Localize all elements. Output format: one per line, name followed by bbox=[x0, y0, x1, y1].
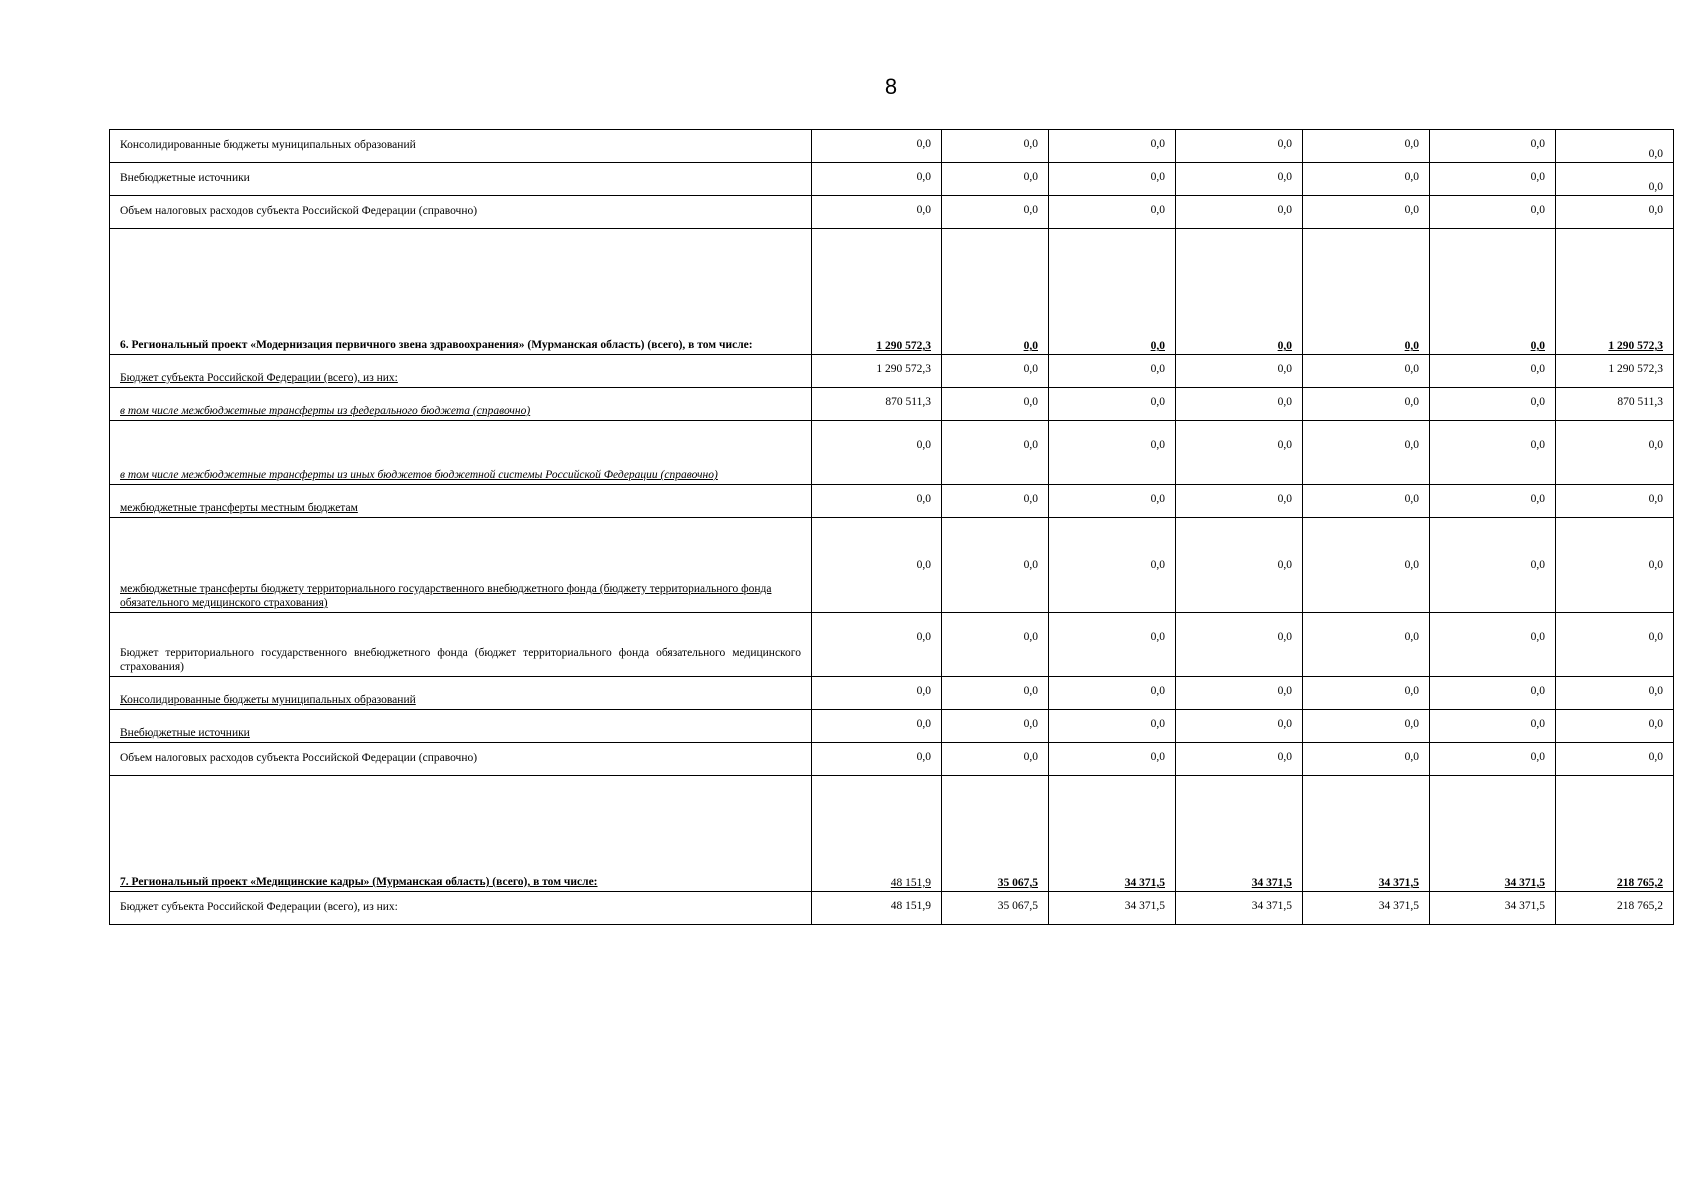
cell-value: 0,0 bbox=[1303, 421, 1430, 485]
cell-value: 0,0 bbox=[812, 130, 942, 163]
project-heading: 7. Региональный проект «Медицинские кадры» (Мурманская область) (всего), в том числе: bbox=[110, 776, 812, 892]
table-row bbox=[110, 892, 1674, 925]
cell-value: 0,0 bbox=[1303, 388, 1430, 421]
cell-value: 1 290 572,3 bbox=[1556, 355, 1674, 388]
cell-value: 0,0 bbox=[1556, 196, 1674, 229]
cell-value: 0,0 bbox=[1556, 743, 1674, 776]
cell-value: 0,0 bbox=[1430, 130, 1556, 163]
cell-value: 0,0 bbox=[1430, 229, 1556, 355]
cell-value: 0,0 bbox=[942, 388, 1049, 421]
cell-value: 0,0 bbox=[1176, 388, 1303, 421]
row-label: Внебюджетные источники bbox=[110, 163, 812, 196]
budget-table bbox=[109, 129, 1674, 925]
cell-value: 0,0 bbox=[1303, 163, 1430, 196]
cell-value: 0,0 bbox=[1430, 485, 1556, 518]
cell-value: 0,0 bbox=[1303, 518, 1430, 613]
cell-value: 0,0 bbox=[942, 710, 1049, 743]
table-row bbox=[110, 196, 1674, 229]
cell-value: 0,0 bbox=[942, 613, 1049, 677]
cell-value: 0,0 bbox=[812, 710, 942, 743]
cell-value: 0,0 bbox=[1556, 518, 1674, 613]
cell-value: 34 371,5 bbox=[1430, 776, 1556, 892]
table-row bbox=[110, 163, 1674, 196]
cell-value: 0,0 bbox=[812, 613, 942, 677]
cell-value: 34 371,5 bbox=[1303, 892, 1430, 925]
cell-value: 0,0 bbox=[1049, 743, 1176, 776]
cell-value: 0,0 bbox=[942, 518, 1049, 613]
cell-value: 0,0 bbox=[1303, 196, 1430, 229]
cell-value: 35 067,5 bbox=[942, 892, 1049, 925]
cell-value: 0,0 bbox=[1176, 613, 1303, 677]
cell-value: 0,0 bbox=[1556, 485, 1674, 518]
cell-value: 0,0 bbox=[1556, 710, 1674, 743]
cell-value: 0,0 bbox=[1176, 163, 1303, 196]
cell-value: 0,0 bbox=[1049, 485, 1176, 518]
cell-value: 0,0 bbox=[1049, 421, 1176, 485]
cell-value: 218 765,2 bbox=[1556, 892, 1674, 925]
cell-value: 0,0 bbox=[1049, 518, 1176, 613]
cell-value: 0,0 bbox=[812, 677, 942, 710]
cell-value: 0,0 bbox=[1556, 677, 1674, 710]
cell-value: 0,0 bbox=[1176, 421, 1303, 485]
cell-value: 0,0 bbox=[812, 163, 942, 196]
table-row bbox=[110, 130, 1674, 163]
table-row bbox=[110, 613, 1674, 677]
cell-value: 870 511,3 bbox=[1556, 388, 1674, 421]
cell-value: 0,0 bbox=[1556, 613, 1674, 677]
table-row bbox=[110, 485, 1674, 518]
cell-value: 0,0 bbox=[942, 421, 1049, 485]
cell-value: 0,0 bbox=[1303, 743, 1430, 776]
cell-value: 0,0 bbox=[1556, 163, 1674, 196]
cell-value: 0,0 bbox=[1303, 485, 1430, 518]
cell-value: 0,0 bbox=[812, 518, 942, 613]
table-row bbox=[110, 229, 1674, 355]
cell-value: 0,0 bbox=[1176, 196, 1303, 229]
row-label: межбюджетные трансферты бюджету территориального государственного внебюджетного фонда (бюджету территориального фонда обязательного медицинского страхования) bbox=[110, 518, 812, 613]
cell-value: 0,0 bbox=[1176, 677, 1303, 710]
cell-value: 0,0 bbox=[1430, 518, 1556, 613]
cell-value: 0,0 bbox=[942, 485, 1049, 518]
cell-value: 0,0 bbox=[812, 485, 942, 518]
cell-value: 0,0 bbox=[1303, 677, 1430, 710]
cell-value: 0,0 bbox=[812, 743, 942, 776]
table-row bbox=[110, 776, 1674, 892]
cell-value: 0,0 bbox=[942, 196, 1049, 229]
cell-value: 48 151,9 bbox=[812, 776, 942, 892]
cell-value: 1 290 572,3 bbox=[812, 355, 942, 388]
cell-value: 34 371,5 bbox=[1176, 892, 1303, 925]
cell-value: 0,0 bbox=[942, 355, 1049, 388]
table-row bbox=[110, 677, 1674, 710]
cell-value: 218 765,2 bbox=[1556, 776, 1674, 892]
table-row bbox=[110, 710, 1674, 743]
cell-value: 0,0 bbox=[1176, 485, 1303, 518]
row-label: Бюджет субъекта Российской Федерации (всего), из них: bbox=[110, 892, 812, 925]
row-label: Внебюджетные источники bbox=[110, 710, 812, 743]
table-row bbox=[110, 743, 1674, 776]
row-label: межбюджетные трансферты местным бюджетам bbox=[110, 485, 812, 518]
cell-value: 0,0 bbox=[1430, 421, 1556, 485]
cell-value: 0,0 bbox=[1176, 743, 1303, 776]
cell-value: 0,0 bbox=[1430, 677, 1556, 710]
cell-value: 0,0 bbox=[942, 229, 1049, 355]
cell-value: 0,0 bbox=[942, 743, 1049, 776]
cell-value: 0,0 bbox=[1176, 229, 1303, 355]
cell-value: 34 371,5 bbox=[1430, 892, 1556, 925]
cell-value: 0,0 bbox=[1049, 355, 1176, 388]
project-heading: 6. Региональный проект «Модернизация первичного звена здравоохранения» (Мурманская область) (всего), в том числе: bbox=[110, 229, 812, 355]
cell-value: 0,0 bbox=[1049, 130, 1176, 163]
cell-value: 0,0 bbox=[1049, 388, 1176, 421]
cell-value: 0,0 bbox=[1176, 518, 1303, 613]
table-row bbox=[110, 518, 1674, 613]
cell-value: 0,0 bbox=[1303, 130, 1430, 163]
cell-value: 0,0 bbox=[1430, 163, 1556, 196]
row-label: Консолидированные бюджеты муниципальных образований bbox=[110, 130, 812, 163]
cell-value: 0,0 bbox=[1430, 388, 1556, 421]
cell-value: 0,0 bbox=[812, 421, 942, 485]
row-label: Бюджет территориального государственного внебюджетного фонда (бюджет территориального фонда обязательного медицинского страхования) bbox=[110, 613, 812, 677]
row-label: Объем налоговых расходов субъекта Российской Федерации (справочно) bbox=[110, 196, 812, 229]
cell-value: 0,0 bbox=[1049, 229, 1176, 355]
cell-value: 0,0 bbox=[1303, 613, 1430, 677]
cell-value: 0,0 bbox=[942, 163, 1049, 196]
cell-value: 0,0 bbox=[812, 196, 942, 229]
table-row bbox=[110, 355, 1674, 388]
cell-value: 0,0 bbox=[1049, 677, 1176, 710]
cell-value: 0,0 bbox=[942, 677, 1049, 710]
cell-value: 870 511,3 bbox=[812, 388, 942, 421]
cell-value: 0,0 bbox=[942, 130, 1049, 163]
cell-value: 0,0 bbox=[1176, 710, 1303, 743]
cell-value: 34 371,5 bbox=[1176, 776, 1303, 892]
cell-value: 0,0 bbox=[1049, 163, 1176, 196]
cell-value: 34 371,5 bbox=[1303, 776, 1430, 892]
row-label: в том числе межбюджетные трансферты из иных бюджетов бюджетной системы Российской Федерации (справочно) bbox=[110, 421, 812, 485]
cell-value: 0,0 bbox=[1430, 196, 1556, 229]
table-row bbox=[110, 388, 1674, 421]
cell-value: 0,0 bbox=[1303, 229, 1430, 355]
cell-value: 0,0 bbox=[1303, 355, 1430, 388]
cell-value: 0,0 bbox=[1430, 743, 1556, 776]
cell-value: 0,0 bbox=[1430, 355, 1556, 388]
cell-value: 1 290 572,3 bbox=[812, 229, 942, 355]
cell-value: 35 067,5 bbox=[942, 776, 1049, 892]
cell-value: 1 290 572,3 bbox=[1556, 229, 1674, 355]
row-label: Бюджет субъекта Российской Федерации (всего), из них: bbox=[110, 355, 812, 388]
row-label: в том числе межбюджетные трансферты из федерального бюджета (справочно) bbox=[110, 388, 812, 421]
cell-value: 48 151,9 bbox=[812, 892, 942, 925]
table-row bbox=[110, 421, 1674, 485]
cell-value: 0,0 bbox=[1430, 710, 1556, 743]
cell-value: 0,0 bbox=[1303, 710, 1430, 743]
cell-value: 0,0 bbox=[1049, 710, 1176, 743]
cell-value: 0,0 bbox=[1049, 613, 1176, 677]
row-label: Консолидированные бюджеты муниципальных образований bbox=[110, 677, 812, 710]
cell-value: 34 371,5 bbox=[1049, 776, 1176, 892]
cell-value: 0,0 bbox=[1049, 196, 1176, 229]
page-number: 8 bbox=[884, 74, 898, 99]
cell-value: 0,0 bbox=[1176, 130, 1303, 163]
cell-value: 0,0 bbox=[1430, 613, 1556, 677]
cell-value: 34 371,5 bbox=[1049, 892, 1176, 925]
cell-value: 0,0 bbox=[1176, 355, 1303, 388]
cell-value: 0,0 bbox=[1556, 421, 1674, 485]
row-label: Объем налоговых расходов субъекта Российской Федерации (справочно) bbox=[110, 743, 812, 776]
cell-value: 0,0 bbox=[1556, 130, 1674, 163]
